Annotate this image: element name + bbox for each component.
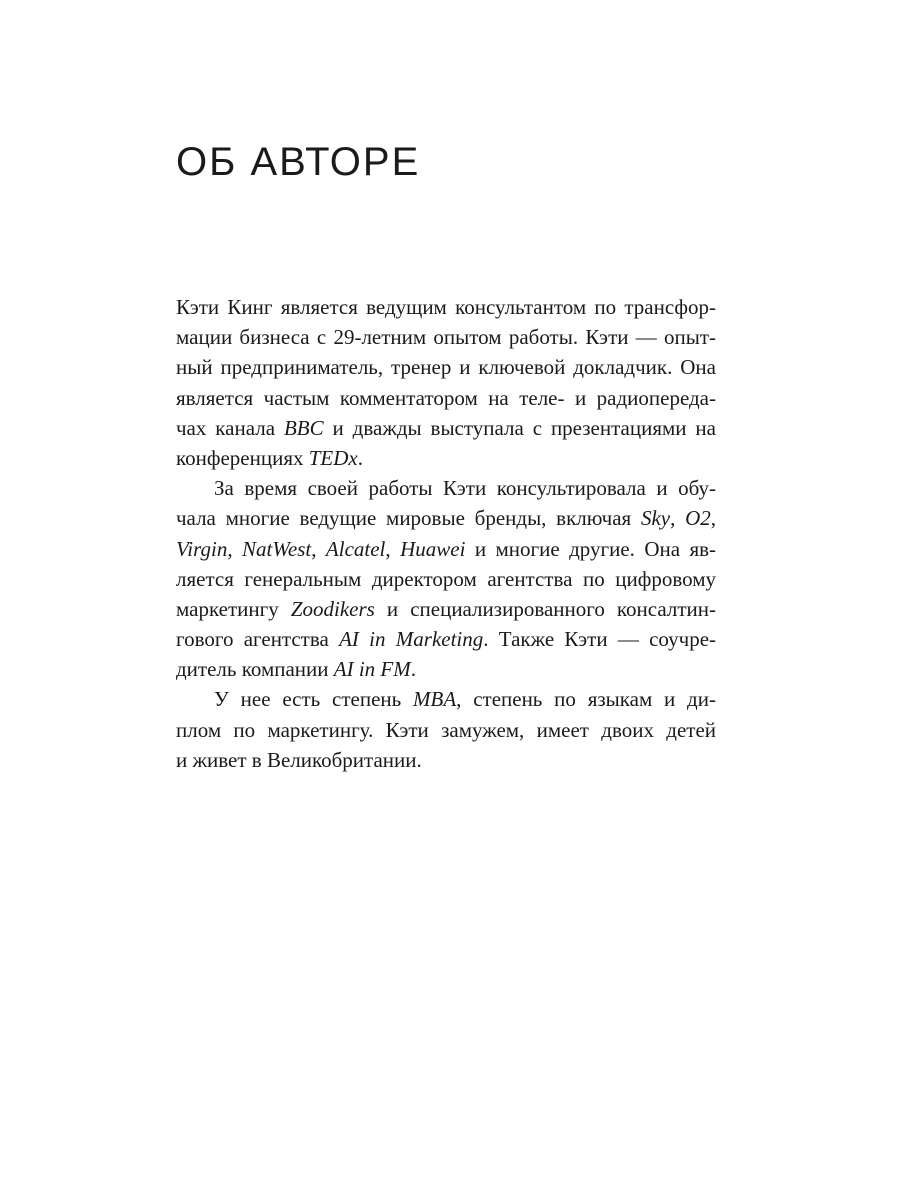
paragraph — [176, 684, 716, 775]
text-line — [176, 715, 716, 745]
text-segment: . — [410, 657, 417, 682]
paragraph — [176, 473, 716, 684]
italic-term: AI in Marketing — [339, 627, 484, 652]
text-segment: Кэти Кинг является ведущим консультантом по трансфор- — [176, 295, 716, 319]
text-line — [176, 594, 716, 624]
text-segment: маркетингу — [176, 596, 291, 621]
paragraph — [176, 292, 716, 473]
text-segment: , — [385, 536, 401, 561]
text-segment: . — [357, 445, 363, 470]
text-segment: конференциях — [176, 445, 309, 470]
text-line — [176, 322, 716, 352]
text-segment: чала многие ведущие мировые бренды, включая — [176, 506, 641, 531]
text-line — [176, 564, 716, 594]
text-segment: дитель компании — [176, 657, 334, 682]
text-line — [176, 473, 716, 503]
text-segment: , — [670, 506, 686, 531]
text-line — [176, 292, 716, 322]
text-segment: и многие другие. Она яв- — [465, 536, 717, 561]
italic-term: O2 — [685, 506, 711, 531]
text-segment: является частым комментатором на теле- и радиопереда- — [176, 385, 716, 410]
italic-term: Zoodikers — [290, 596, 375, 621]
text-line — [176, 684, 716, 714]
text-line — [176, 654, 716, 684]
page-heading: ОБ АВТОРЕ — [176, 140, 421, 184]
text-line — [176, 383, 716, 413]
italic-term: Alcatel — [325, 536, 386, 561]
text-line — [176, 443, 716, 473]
text-line — [176, 745, 716, 775]
italic-term: Sky — [640, 506, 671, 531]
text-segment: . Также Кэти — соучре- — [483, 627, 717, 652]
text-segment: , степень по языкам и ди- — [456, 687, 716, 712]
text-segment: , — [227, 536, 243, 561]
text-line — [176, 624, 716, 654]
text-segment: мации бизнеса с 29-летним опытом работы. Кэти — опыт- — [176, 325, 716, 350]
text-segment: и специализированного консалтин- — [374, 596, 716, 621]
text-segment: За время своей работы Кэти консультировала и обу- — [214, 476, 716, 501]
text-line — [176, 534, 716, 564]
italic-term: MBA — [413, 687, 457, 712]
text-segment: плом по маркетингу. Кэти замужем, имеет двоих детей — [176, 717, 716, 742]
italic-term: BBC — [283, 415, 324, 440]
text-segment: , — [710, 506, 717, 531]
text-segment: У нее есть степень — [214, 687, 413, 712]
text-line — [176, 413, 716, 443]
italic-term: Virgin — [176, 536, 228, 561]
text-segment: и живет в Великобритании. — [176, 747, 422, 772]
text-segment: ный предприниматель, тренер и ключевой докладчик. Она — [176, 355, 716, 380]
italic-term: NatWest — [242, 536, 312, 561]
text-line — [176, 503, 716, 533]
text-segment: гового агентства — [176, 627, 340, 652]
author-bio-text — [176, 292, 716, 775]
text-segment: ляется генеральным директором агентства по цифровому — [176, 566, 716, 591]
italic-term: AI in FM — [333, 657, 411, 682]
text-segment: чах канала — [176, 415, 284, 440]
text-segment: , — [311, 536, 326, 561]
text-line — [176, 352, 716, 382]
italic-term: TEDx — [308, 445, 358, 470]
text-segment: и дважды выступала с презентациями на — [323, 415, 716, 440]
italic-term: Huawei — [400, 536, 466, 561]
